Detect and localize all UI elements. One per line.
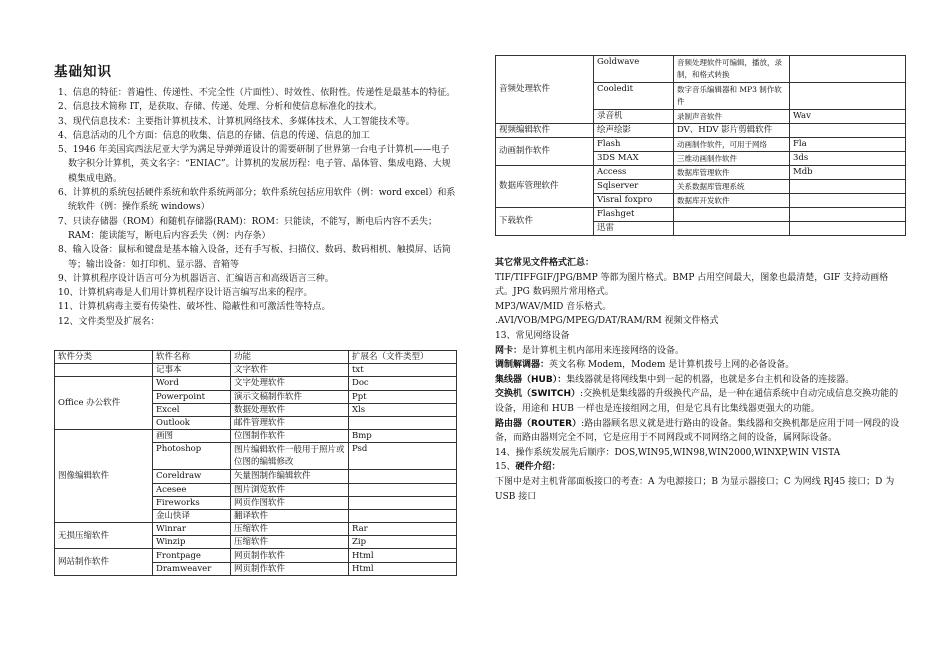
router-term: 路由器（ROUTER） <box>495 418 582 429</box>
table-cell: Sqlserver <box>594 180 674 194</box>
list-item: 6、计算机的系统包括硬件系统和软件系统两部分；软件系统包括应用软件（例：word excel）和系统软件（例：操作系统 windows） <box>58 188 456 213</box>
table-row <box>55 549 457 562</box>
table-cell: Html <box>349 562 457 575</box>
table-cell: 3DS MAX <box>594 152 674 166</box>
table-cell: Doc <box>349 377 457 390</box>
nic-text: 是计算机主机内部用来连接网络的设备。 <box>522 345 685 356</box>
list-item: 11、计算机病毒主要有传染性、破坏性、隐蔽性和可激活性等特点。 <box>58 302 331 313</box>
category-cell: 无损压缩软件 <box>55 523 153 549</box>
table-row <box>55 430 457 443</box>
table-cell <box>790 56 906 83</box>
table-row <box>496 124 906 138</box>
table-cell: Fla <box>790 138 906 152</box>
table-cell: Photoshop <box>153 443 231 470</box>
table-cell: 演示文稿制作软件 <box>231 390 349 403</box>
table-cell: Ppt <box>349 390 457 403</box>
table-cell: Zip <box>349 536 457 549</box>
table-row <box>55 364 457 377</box>
list-item: 3、现代信息技术：主要指计算机技术、计算机网络技术、多媒体技术、人工智能技术等。 <box>58 116 415 127</box>
table-cell: Powerpoint <box>153 390 231 403</box>
table-cell: 三维动画制作软件 <box>674 152 790 166</box>
table-cell: Goldwave <box>594 56 674 83</box>
table-header-cell: 功能 <box>231 351 349 364</box>
table-cell: 绘声绘影 <box>594 124 674 138</box>
table-cell <box>674 222 790 236</box>
table-cell: 数据处理软件 <box>231 403 349 416</box>
table-cell: 迅雷 <box>594 222 674 236</box>
table-row <box>496 56 906 83</box>
router-paragraph <box>495 417 905 446</box>
table-cell <box>349 470 457 483</box>
table-cell: 图片编辑软件一般用于照片或位图的编辑修改 <box>231 443 349 470</box>
list-item: 1、信息的特征：普遍性、传递性、不完全性（片面性）、时效性、依附性。传递性是最基本的特征。 <box>58 88 456 98</box>
table-cell <box>55 364 153 377</box>
table-row <box>55 523 457 536</box>
table-header-cell: 软件分类 <box>55 351 153 364</box>
hub-term: 集线器（HUB）： <box>495 374 567 385</box>
table-cell: 文字处理软件 <box>231 377 349 390</box>
nic-paragraph <box>495 344 905 359</box>
table-cell: 邮件管理软件 <box>231 416 349 429</box>
network-title: 13、常见网络设备 <box>495 330 570 341</box>
formats-image: TIF/TIFFGIF/JPG/BMP 等都为图片格式。BMP 占用空间最大，图象也最清楚，GIF 支持动画格式。JPG 数码照片常用格式。 <box>495 272 889 298</box>
table-cell: Dramweaver <box>153 562 231 575</box>
table-cell: 矢量图制作编辑软件 <box>231 470 349 483</box>
table-cell <box>674 208 790 222</box>
software-table <box>495 55 906 236</box>
list-item: 12、文件类型及扩展名： <box>58 316 160 327</box>
hardware-title <box>495 460 905 475</box>
table-cell: Mdb <box>790 166 906 180</box>
table-row <box>55 377 457 390</box>
table-cell: 压缩软件 <box>231 536 349 549</box>
table-cell: 3ds <box>790 152 906 166</box>
table-cell: Visral foxpro <box>594 194 674 208</box>
table-cell <box>349 416 457 429</box>
table-row <box>496 166 906 180</box>
table-cell <box>790 208 906 222</box>
table-cell: Word <box>153 377 231 390</box>
category-cell: 网站制作软件 <box>55 549 153 575</box>
table-cell: 金山快译 <box>153 509 231 522</box>
table-cell: Access <box>594 166 674 180</box>
table-header-row <box>55 351 457 364</box>
table-cell: Fireworks <box>153 496 231 509</box>
list-item: 8、输入设备：鼠标和键盘是基本输入设备，还有手写板、扫描仪、数码、数码相机、触摸屏、话筒等；输出设备：如打印机、显示器、音箱等 <box>58 245 451 270</box>
formats-audio: MP3/WAV/MID 音乐格式。 <box>495 301 612 312</box>
table-cell: Cooledit <box>594 83 674 110</box>
category-cell: 图像编辑软件 <box>55 430 153 523</box>
table-cell <box>349 496 457 509</box>
table-cell <box>790 124 906 138</box>
table-cell: 数据库开发软件 <box>674 194 790 208</box>
hardware-title-text: 硬件介绍： <box>515 462 561 473</box>
table-cell <box>349 483 457 496</box>
hub-paragraph <box>495 373 905 388</box>
modem-text: 英文名称 Modem，Modem 是计算机拨号上网的必备设备。 <box>549 360 795 371</box>
category-cell: 下载软件 <box>496 208 594 236</box>
hardware-paragraph: 下图中是对主机背部面板接口的考查：A 为电源接口；B 为显示器接口；C 为网线 RJ45 接口；D 为 USB 接口 <box>495 476 895 502</box>
table-cell: Bmp <box>349 430 457 443</box>
table-cell: 画图 <box>153 430 231 443</box>
table-cell: Acesee <box>153 483 231 496</box>
table-cell: 数字音乐编辑器和 MP3 制作软件 <box>674 83 790 110</box>
modem-paragraph <box>495 358 905 373</box>
modem-term: 调制解调器： <box>495 360 550 371</box>
table-cell: Flash <box>594 138 674 152</box>
table-row <box>496 208 906 222</box>
switch-paragraph <box>495 387 905 416</box>
formats-video: .AVI/VOB/MPG/MPEG/DAT/RAM/RM 视频文件格式 <box>495 316 719 327</box>
table-header-cell: 扩展名（文件类型） <box>349 351 457 364</box>
table-cell: Psd <box>349 443 457 470</box>
hardware-number: 15、 <box>495 462 516 473</box>
page-title: 基础知识 <box>54 64 112 80</box>
table-cell: Excel <box>153 403 231 416</box>
table-cell: 录音机 <box>594 110 674 124</box>
hub-text: 集线器就是将网线集中到一起的机器，也就是多台主机和设备的连接器。 <box>566 374 855 385</box>
table-cell: Flashget <box>594 208 674 222</box>
router-text: :路由器顾名思义就是进行路由的设备。集线器和交换机都是应用于同一网段的设备，而路由器则完全不同，它是应用于不同网段或不同网络之间的设备，属网际设备。 <box>495 418 900 444</box>
table-cell: 网页制作软件 <box>231 549 349 562</box>
category-cell: 数据库管理软件 <box>496 166 594 208</box>
list-item: 2、信息技术简称 IT，是获取、存储、传递、处理、分析和使信息标准化的技术。 <box>58 102 383 113</box>
formats-title: 其它常见文件格式汇总： <box>495 258 595 268</box>
table-cell: Wav <box>790 110 906 124</box>
table-cell: 记事本 <box>153 364 231 377</box>
list-item: 9、计算机程序设计语言可分为机器语言、汇编语言和高级语言三种。 <box>58 273 334 284</box>
os-order: 14、操作系统发展先后顺序：DOS,WIN95,WIN98,WIN2000,WINXP,WIN VISTA <box>495 447 841 458</box>
table-cell <box>790 83 906 110</box>
list-item: 4、信息活动的几个方面：信息的收集、信息的存储、信息的传递、信息的加工 <box>58 130 370 141</box>
table-cell: 位图制作软件 <box>231 430 349 443</box>
table-cell: 压缩软件 <box>231 523 349 536</box>
nic-term: 网卡： <box>495 345 523 356</box>
table-cell: 数据库管理软件 <box>674 166 790 180</box>
table-cell <box>790 222 906 236</box>
table-cell: Html <box>349 549 457 562</box>
table-cell: Coreldraw <box>153 470 231 483</box>
table-cell <box>790 180 906 194</box>
table-cell: 关系数据库管理系统 <box>674 180 790 194</box>
switch-term: 交换机（SWITCH） <box>495 389 581 400</box>
table-cell <box>790 194 906 208</box>
table-cell: Winzip <box>153 536 231 549</box>
table-cell: Winrar <box>153 523 231 536</box>
category-cell: 音频处理软件 <box>496 56 594 124</box>
table-cell: txt <box>349 364 457 377</box>
table-cell: DV、HDV 影片剪辑软件 <box>674 124 790 138</box>
right-text <box>495 256 905 504</box>
table-cell: 图片浏览软件 <box>231 483 349 496</box>
table-cell: Outlook <box>153 416 231 429</box>
switch-text: :交换机是集线器的升级换代产品，是一种在通信系统中自动完成信息交换功能的设备，用途和 HUB 一样也是连接组网之用，但是它具有比集线器更强大的功能。 <box>495 389 899 414</box>
table-cell: Frontpage <box>153 549 231 562</box>
table-cell: Rar <box>349 523 457 536</box>
table-cell: 翻译软件 <box>231 509 349 522</box>
category-cell: Office 办公软件 <box>55 377 153 430</box>
table-cell: 动画制作软件，可用于网络 <box>674 138 790 152</box>
table-cell: 文字软件 <box>231 364 349 377</box>
category-cell: 动画制作软件 <box>496 138 594 166</box>
category-cell: 视频编辑软件 <box>496 124 594 138</box>
table-header-cell: 软件名称 <box>153 351 231 364</box>
table-row <box>496 138 906 152</box>
list-item: 5、1946 年美国宾西法尼亚大学为满足导弹弹道设计的需要研制了世界第一台电子计算机——电子数字积分计算机，英文名字：“ENIAC”。计算机的发展历程：电子管、晶体管、集成电路、大规模集成电路。 <box>58 145 451 184</box>
table-cell: 网页制作软件 <box>231 562 349 575</box>
knowledge-list <box>54 86 456 329</box>
list-item: 10、计算机病毒是人们用计算机程序设计语言编写出来的程序。 <box>58 288 313 299</box>
file-type-table <box>54 350 457 576</box>
table-cell: 网页作图软件 <box>231 496 349 509</box>
table-cell <box>349 509 457 522</box>
list-item: 7、只读存储器（ROM）和随机存储器(RAM)：ROM：只能读，不能写，断电后内容不丢失；RAM：能读能写，断电后内容丢失（例：内存条） <box>58 216 437 241</box>
table-cell: 录制声音软件 <box>674 110 790 124</box>
table-cell: Xls <box>349 403 457 416</box>
table-cell: 音频处理软件可编辑，播放，录制，和格式转换 <box>674 56 790 83</box>
